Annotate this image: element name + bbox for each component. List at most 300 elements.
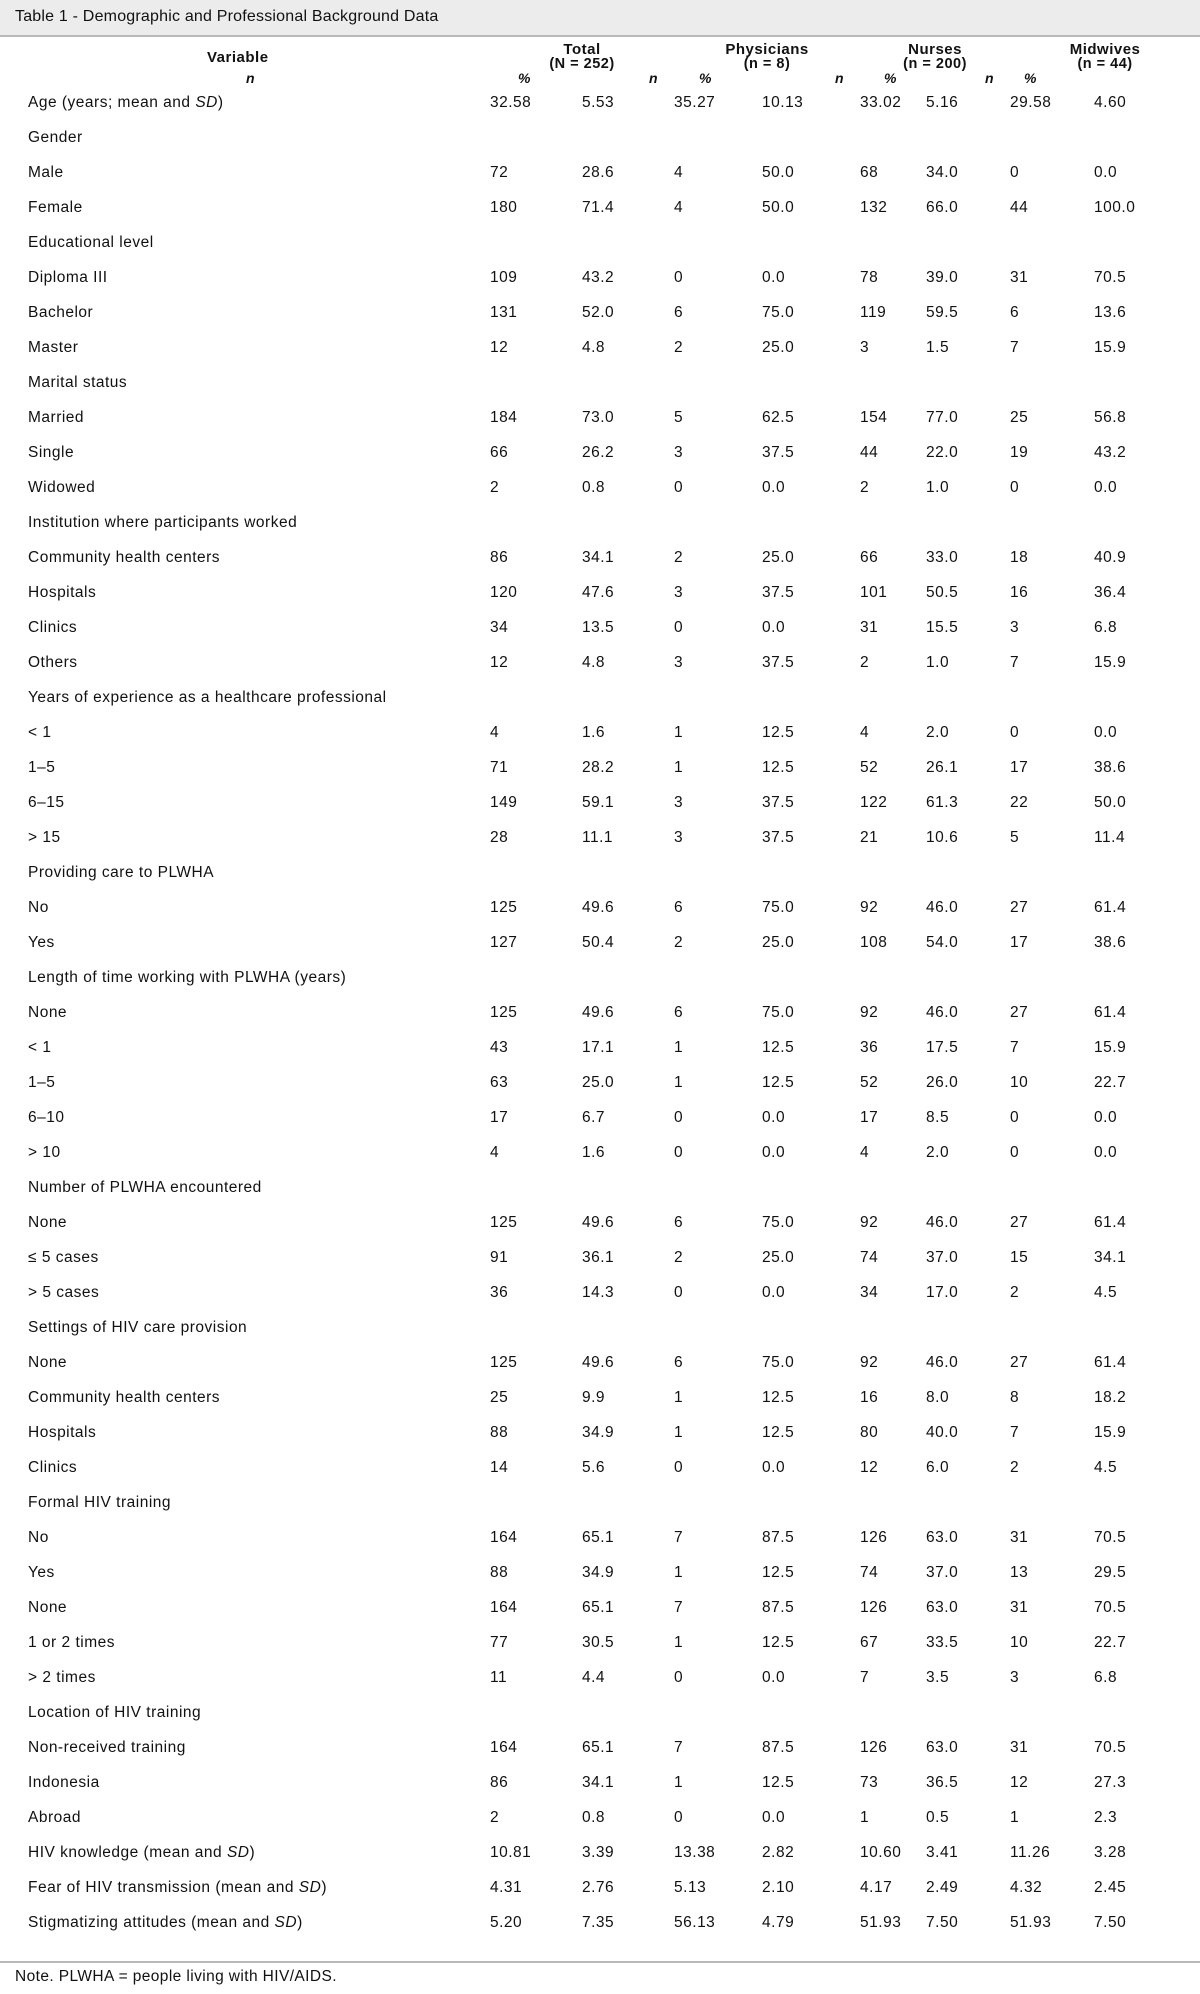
table-cell: 10.6	[926, 828, 959, 846]
table-cell: 34.1	[1094, 1248, 1127, 1266]
table-cell: 0	[674, 1108, 684, 1126]
table-cell: 1.6	[582, 1143, 606, 1161]
table-cell: 1	[674, 1038, 684, 1056]
table-cell: 2.45	[1094, 1878, 1127, 1896]
table-row	[0, 1555, 1200, 1590]
table-cell: 4	[490, 723, 500, 741]
row-label: Community health centers	[28, 548, 221, 566]
table-cell: 125	[490, 898, 518, 916]
table-row	[0, 1835, 1200, 1870]
table-cell: 15.9	[1094, 338, 1127, 356]
row-label: < 1	[28, 1038, 52, 1056]
row-label: Indonesia	[28, 1773, 100, 1791]
row-label: Diploma III	[28, 268, 108, 286]
table-row	[0, 925, 1200, 960]
table-cell: 101	[860, 583, 888, 601]
table-cell: 43	[490, 1038, 509, 1056]
table-cell: 25	[1010, 408, 1029, 426]
table-cell: 5.53	[582, 93, 615, 111]
table-cell: 10.60	[860, 1843, 902, 1861]
table-cell: 5	[674, 408, 684, 426]
table-cell: 4.60	[1094, 93, 1127, 111]
table-cell: 75.0	[762, 898, 795, 916]
table-cell: 164	[490, 1738, 518, 1756]
table-row	[0, 540, 1200, 575]
table-row	[0, 260, 1200, 295]
table-cell: 180	[490, 198, 518, 216]
table-cell: 3	[1010, 1668, 1020, 1686]
table-cell: 10	[1010, 1633, 1029, 1651]
subheader-n	[1094, 71, 1200, 85]
table-cell: 25	[490, 1388, 509, 1406]
table-cell: 1	[1010, 1808, 1020, 1826]
table-cell: 47.6	[582, 583, 615, 601]
table-cell: 0	[1010, 163, 1020, 181]
table-section-row	[0, 365, 1200, 400]
table-cell: 73	[860, 1773, 879, 1791]
table-cell: 39.0	[926, 268, 959, 286]
row-label: > 10	[28, 1143, 61, 1161]
subheader-percent: %	[884, 70, 897, 86]
table-cell: 0.0	[762, 1108, 786, 1126]
table-cell: 0	[674, 618, 684, 636]
table-row	[0, 1905, 1200, 1940]
table-cell: 25.0	[762, 933, 795, 951]
table-cell: 66	[490, 443, 509, 461]
row-label: Single	[28, 443, 75, 461]
table-cell: 31	[860, 618, 879, 636]
row-label: 1 or 2 times	[28, 1633, 115, 1651]
table-cell: 16	[860, 1388, 879, 1406]
table-cell: 37.5	[762, 583, 795, 601]
table-cell: 46.0	[926, 1213, 959, 1231]
table-row	[0, 470, 1200, 505]
table-row	[0, 1380, 1200, 1415]
table-row	[0, 1730, 1200, 1765]
table-cell: 40.9	[1094, 548, 1127, 566]
table-cell: 11.1	[582, 828, 614, 846]
table-cell: 3.41	[926, 1843, 959, 1861]
table-cell: 49.6	[582, 1003, 615, 1021]
table-cell: 7	[1010, 338, 1020, 356]
section-label: Location of HIV training	[28, 1703, 202, 1721]
table-cell: 164	[490, 1528, 518, 1546]
table-cell: 0	[674, 1143, 684, 1161]
table-cell: 2	[1010, 1283, 1020, 1301]
column-header-group-total	[490, 43, 674, 71]
table-cell: 77.0	[926, 408, 959, 426]
table-row	[0, 1275, 1200, 1310]
table-cell: 70.5	[1094, 1598, 1127, 1616]
table-cell: 126	[860, 1738, 888, 1756]
table-cell: 2.0	[926, 723, 950, 741]
table-cell: 4.4	[582, 1668, 606, 1686]
group-size: (n = 44)	[1077, 56, 1133, 72]
table-cell: 1	[674, 723, 684, 741]
table-cell: 28.6	[582, 163, 615, 181]
table-cell: 44	[1010, 198, 1029, 216]
table-cell: 54.0	[926, 933, 959, 951]
table-cell: 184	[490, 408, 518, 426]
column-header-variable: Variable	[207, 49, 269, 66]
group-name: Nurses	[908, 41, 962, 58]
table-cell: 87.5	[762, 1528, 795, 1546]
table-note: Note. PLWHA = people living with HIV/AIDS.	[15, 1968, 337, 1985]
table-cell: 2	[674, 548, 684, 566]
table-cell: 0.8	[582, 1808, 606, 1826]
table-cell: 10.13	[762, 93, 804, 111]
table-cell: 31	[1010, 268, 1029, 286]
table-row	[0, 1205, 1200, 1240]
table-cell: 10	[1010, 1073, 1029, 1091]
table-row	[0, 400, 1200, 435]
table-cell: 86	[490, 548, 509, 566]
table-cell: 22.7	[1094, 1073, 1127, 1091]
row-label: Yes	[28, 1563, 55, 1581]
table-cell: 1	[674, 1773, 684, 1791]
table-cell: 17	[1010, 933, 1029, 951]
table-cell: 2	[1010, 1458, 1020, 1476]
table-cell: 30.5	[582, 1633, 615, 1651]
table-cell: 28	[490, 828, 509, 846]
table-cell: 33.02	[860, 93, 902, 111]
section-label: Educational level	[28, 233, 154, 251]
table-cell: 62.5	[762, 408, 795, 426]
table-cell: 4.32	[1010, 1878, 1043, 1896]
table-row	[0, 1065, 1200, 1100]
table-cell: 31	[1010, 1598, 1029, 1616]
table-cell: 5.16	[926, 93, 959, 111]
row-label: Female	[28, 198, 83, 216]
table-cell: 50.5	[926, 583, 959, 601]
table-cell: 63	[490, 1073, 509, 1091]
table-section-row	[0, 680, 1200, 715]
table-cell: 25.0	[582, 1073, 615, 1091]
table-cell: 100.0	[1094, 198, 1136, 216]
row-label: Others	[28, 653, 78, 671]
table-cell: 0	[1010, 478, 1020, 496]
table-cell: 12.5	[762, 1388, 795, 1406]
table-cell: 1.0	[926, 478, 950, 496]
table-cell: 0	[674, 1808, 684, 1826]
table-cell: 0.0	[762, 268, 786, 286]
row-label: Yes	[28, 933, 55, 951]
table-cell: 4	[490, 1143, 500, 1161]
table-cell: 5.20	[490, 1913, 523, 1931]
column-header-group-midwives	[1010, 43, 1200, 71]
column-header-group-physicians	[674, 43, 860, 71]
table-cell: 63.0	[926, 1528, 959, 1546]
table-cell: 4	[860, 1143, 870, 1161]
table-cell: 7	[674, 1738, 684, 1756]
table-cell: 70.5	[1094, 1738, 1127, 1756]
table-cell: 46.0	[926, 1353, 959, 1371]
table-bottom-rule	[0, 1961, 1200, 1963]
table-cell: 27	[1010, 1353, 1029, 1371]
table-cell: 0.5	[926, 1808, 950, 1826]
table-cell: 88	[490, 1563, 509, 1581]
table-cell: 28.2	[582, 758, 615, 776]
table-cell: 2	[490, 478, 500, 496]
section-label: Number of PLWHA encountered	[28, 1178, 262, 1196]
table-cell: 3.5	[926, 1668, 950, 1686]
table-cell: 3	[674, 828, 684, 846]
table-cell: 1.5	[926, 338, 950, 356]
table-row	[0, 1625, 1200, 1660]
table-cell: 0.0	[1094, 478, 1118, 496]
table-cell: 4	[674, 198, 684, 216]
table-cell: 7.50	[1094, 1913, 1127, 1931]
table-cell: 49.6	[582, 1213, 615, 1231]
table-cell: 61.3	[926, 793, 959, 811]
row-label: Widowed	[28, 478, 96, 496]
table-cell: 15.5	[926, 618, 959, 636]
table-cell: 108	[860, 933, 888, 951]
table-cell: 88	[490, 1423, 509, 1441]
table-cell: 37.5	[762, 443, 795, 461]
table-cell: 71	[490, 758, 509, 776]
row-label: Clinics	[28, 618, 78, 636]
table-cell: 36	[860, 1038, 879, 1056]
table-cell: 132	[860, 198, 888, 216]
table-cell: 74	[860, 1563, 879, 1581]
table-row	[0, 785, 1200, 820]
table-cell: 36.1	[582, 1248, 615, 1266]
table-cell: 34	[490, 618, 509, 636]
table-cell: 6	[674, 1353, 684, 1371]
table-row	[0, 820, 1200, 855]
table-cell: 0.0	[1094, 163, 1118, 181]
table-row	[0, 750, 1200, 785]
table-cell: 26.0	[926, 1073, 959, 1091]
table-cell: 5.13	[674, 1878, 707, 1896]
table-cell: 12.5	[762, 723, 795, 741]
table-cell: 27	[1010, 1213, 1029, 1231]
table-cell: 74	[860, 1248, 879, 1266]
table-cell: 87.5	[762, 1738, 795, 1756]
table-cell: 6	[1010, 303, 1020, 321]
row-label: > 2 times	[28, 1668, 96, 1686]
section-label: Institution where participants worked	[28, 513, 298, 531]
group-name: Physicians	[725, 41, 809, 58]
table-cell: 65.1	[582, 1738, 615, 1756]
row-label: Hospitals	[28, 1423, 97, 1441]
table-cell: 36	[490, 1283, 509, 1301]
table-cell: 75.0	[762, 303, 795, 321]
table-cell: 7.35	[582, 1913, 615, 1931]
table-cell: 35.27	[674, 93, 716, 111]
table-cell: 87.5	[762, 1598, 795, 1616]
table-cell: 15	[1010, 1248, 1029, 1266]
table-cell: 13	[1010, 1563, 1029, 1581]
table-cell: 25.0	[762, 548, 795, 566]
table-cell: 7	[1010, 1038, 1020, 1056]
table-cell: 27.3	[1094, 1773, 1127, 1791]
table-cell: 34.1	[582, 548, 615, 566]
table-cell: 37.5	[762, 828, 795, 846]
row-label: None	[28, 1598, 68, 1616]
subheader-n: n	[984, 70, 995, 86]
table-cell: 40.0	[926, 1423, 959, 1441]
table-cell: 0	[674, 268, 684, 286]
table-cell: 38.6	[1094, 758, 1127, 776]
table-cell: 34.1	[582, 1773, 615, 1791]
table-row	[0, 330, 1200, 365]
group-name: Midwives	[1069, 41, 1141, 58]
table-cell: 125	[490, 1213, 518, 1231]
table-cell: 2	[674, 933, 684, 951]
row-label: Stigmatizing attitudes (mean and SD)	[28, 1913, 303, 1931]
table-cell: 120	[490, 583, 518, 601]
table-cell: 61.4	[1094, 1213, 1127, 1231]
table-cell: 1.6	[582, 723, 606, 741]
table-cell: 1	[674, 1633, 684, 1651]
table-cell: 13.5	[582, 618, 615, 636]
table-cell: 31	[1010, 1738, 1029, 1756]
table-cell: 0.0	[762, 618, 786, 636]
table-cell: 2	[860, 653, 870, 671]
table-cell: 86	[490, 1773, 509, 1791]
table-cell: 5	[1010, 828, 1020, 846]
table-cell: 0.0	[762, 1283, 786, 1301]
table-section-row	[0, 1170, 1200, 1205]
table-cell: 37.5	[762, 653, 795, 671]
row-label: < 1	[28, 723, 52, 741]
table-cell: 6.8	[1094, 1668, 1118, 1686]
row-label: Abroad	[28, 1808, 81, 1826]
table-cell: 3	[674, 583, 684, 601]
row-label: > 15	[28, 828, 61, 846]
table-section-row	[0, 1485, 1200, 1520]
table-cell: 72	[490, 163, 509, 181]
table-cell: 14.3	[582, 1283, 615, 1301]
table-cell: 0	[674, 1668, 684, 1686]
table-cell: 66	[860, 548, 879, 566]
table-cell: 91	[490, 1248, 509, 1266]
table-cell: 34.9	[582, 1423, 615, 1441]
table-cell: 4.79	[762, 1913, 795, 1931]
table-cell: 1	[674, 1073, 684, 1091]
table-cell: 0	[1010, 723, 1020, 741]
table-cell: 6.0	[926, 1458, 950, 1476]
table-cell: 3	[674, 793, 684, 811]
table-cell: 65.1	[582, 1528, 615, 1546]
table-cell: 12	[490, 338, 509, 356]
table-cell: 7.50	[926, 1913, 959, 1931]
row-label: Non-received training	[28, 1738, 186, 1756]
table-cell: 12.5	[762, 1633, 795, 1651]
table-row	[0, 890, 1200, 925]
table-cell: 68	[860, 163, 879, 181]
table-cell: 7	[1010, 653, 1020, 671]
table-cell: 0	[1010, 1108, 1020, 1126]
row-label: Male	[28, 163, 64, 181]
table-cell: 37.0	[926, 1248, 959, 1266]
table-cell: 92	[860, 1353, 879, 1371]
table-row	[0, 1030, 1200, 1065]
table-cell: 56.8	[1094, 408, 1127, 426]
table-cell: 0.0	[762, 1143, 786, 1161]
table-row	[0, 1520, 1200, 1555]
table-row	[0, 575, 1200, 610]
table-cell: 52	[860, 1073, 879, 1091]
table-cell: 149	[490, 793, 518, 811]
table-cell: 6.7	[582, 1108, 606, 1126]
table-cell: 77	[490, 1633, 509, 1651]
table-row	[0, 1415, 1200, 1450]
table-row	[0, 1135, 1200, 1170]
table-cell: 127	[490, 933, 518, 951]
table-cell: 109	[490, 268, 518, 286]
table-row	[0, 190, 1200, 225]
table-cell: 12	[490, 653, 509, 671]
table-cell: 154	[860, 408, 888, 426]
table-cell: 70.5	[1094, 1528, 1127, 1546]
table-cell: 2	[490, 1808, 500, 1826]
table-cell: 52	[860, 758, 879, 776]
table-cell: 0	[674, 478, 684, 496]
table-cell: 78	[860, 268, 879, 286]
row-label: None	[28, 1213, 68, 1231]
table-row	[0, 155, 1200, 190]
table-cell: 12.5	[762, 1423, 795, 1441]
table-cell: 29.5	[1094, 1563, 1127, 1581]
table-cell: 3	[674, 653, 684, 671]
row-label: No	[28, 1528, 49, 1546]
table-cell: 15.9	[1094, 1423, 1127, 1441]
table-row	[0, 1660, 1200, 1695]
subheader-variable-n: n	[246, 70, 256, 86]
table-row	[0, 295, 1200, 330]
table-cell: 8.5	[926, 1108, 950, 1126]
table-cell: 17	[860, 1108, 879, 1126]
table-cell: 3	[1010, 618, 1020, 636]
table-row	[0, 645, 1200, 680]
table-cell: 38.6	[1094, 933, 1127, 951]
table-cell: 17.5	[926, 1038, 959, 1056]
table-cell: 34.0	[926, 163, 959, 181]
table-cell: 6	[674, 303, 684, 321]
row-label: 1–5	[28, 1073, 56, 1091]
table-cell: 66.0	[926, 198, 959, 216]
table-cell: 63.0	[926, 1738, 959, 1756]
table-cell: 164	[490, 1598, 518, 1616]
table-cell: 11	[490, 1668, 508, 1686]
table-cell: 17	[490, 1108, 509, 1126]
table-cell: 2.3	[1094, 1808, 1118, 1826]
table-cell: 5.6	[582, 1458, 606, 1476]
section-label: Length of time working with PLWHA (years)	[28, 968, 347, 986]
table-cell: 73.0	[582, 408, 615, 426]
table-section-row	[0, 225, 1200, 260]
table-row	[0, 1345, 1200, 1380]
table-cell: 131	[490, 303, 518, 321]
table-cell: 52.0	[582, 303, 615, 321]
table-cell: 0.0	[1094, 723, 1118, 741]
table-cell: 2	[860, 478, 870, 496]
table-cell: 71.4	[582, 198, 615, 216]
table-cell: 43.2	[1094, 443, 1127, 461]
row-label: None	[28, 1003, 68, 1021]
table-cell: 6	[674, 898, 684, 916]
table-body	[0, 85, 1200, 1940]
table-subheader-row	[0, 71, 1200, 85]
section-label: Providing care to PLWHA	[28, 863, 215, 881]
table-cell: 16	[1010, 583, 1029, 601]
row-label: 6–10	[28, 1108, 65, 1126]
table-cell: 2.76	[582, 1878, 615, 1896]
table-cell: 4.17	[860, 1878, 893, 1896]
